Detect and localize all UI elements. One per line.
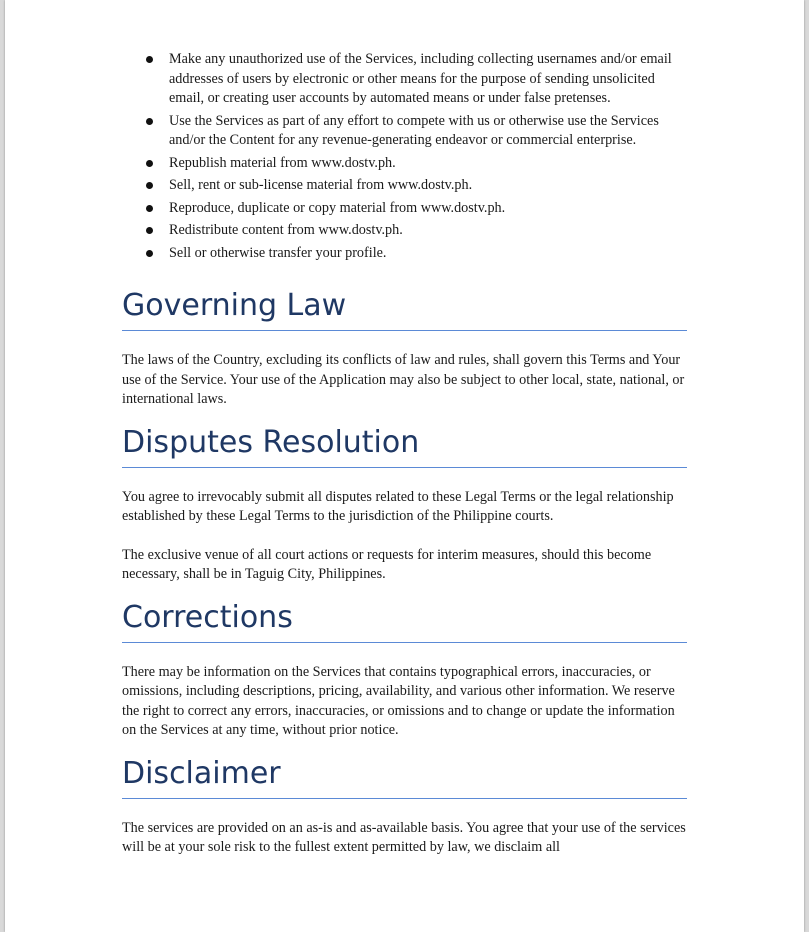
list-item-text: Republish material from www.dostv.ph. (169, 154, 396, 171)
bullet-icon (146, 160, 153, 167)
list-item (122, 112, 687, 151)
list-item-text: Sell, rent or sub-license material from www.dostv.ph. (169, 177, 473, 193)
section-heading-disclaimer: Disclaimer (122, 756, 687, 799)
list-item-text: Redistribute content from www.dostv.ph. (169, 222, 403, 238)
list-item (122, 221, 687, 241)
governing-law-paragraph: The laws of the Country, excluding its conflicts of law and rules, shall govern this Terms and Your use of the Service. Your use of the Application may also be subject to other local, state, national, or international laws. (122, 352, 685, 407)
page-content (122, 50, 687, 858)
bullet-icon (146, 118, 153, 125)
disclaimer-paragraph: The services are provided on an as-is and as-available basis. You agree that your use of the services will be at your sole risk to the fullest extent permitted by law, we disclaim all (122, 819, 686, 855)
bullet-icon (146, 56, 153, 63)
list-item (122, 50, 687, 109)
disputes-paragraph-1: You agree to irrevocably submit all disputes related to these Legal Terms or the legal relationship established by these Legal Terms to the jurisdiction of the Philippine courts. (122, 488, 674, 524)
section-heading-corrections: Corrections (122, 600, 687, 643)
bullet-icon (146, 250, 153, 257)
section-heading-governing-law: Governing Law (122, 288, 687, 331)
bullet-icon (146, 182, 153, 189)
document-page (5, 0, 804, 932)
disputes-paragraph-2: The exclusive venue of all court actions or requests for interim measures, should this become necessary, shall be in Taguig City, Philippines. (122, 546, 652, 582)
list-item-text: Reproduce, duplicate or copy material from www.dostv.ph. (169, 199, 506, 216)
list-item (122, 176, 687, 196)
list-item-text: Sell or otherwise transfer your profile. (169, 244, 387, 261)
prohibited-activities-list (122, 50, 687, 263)
bullet-icon (146, 205, 153, 212)
corrections-paragraph: There may be information on the Services that contains typographical errors, inaccuracies, or omissions, including descriptions, pricing, availability, and various other information. We reserve the right to correct any errors, inaccuracies, or omissions and to change or update the information on the Services at any time, without prior notice. (122, 663, 675, 738)
list-item (122, 199, 687, 219)
section-heading-disputes-resolution: Disputes Resolution (122, 425, 687, 468)
list-item-text: Make any unauthorized use of the Services, including collecting usernames and/or email addresses of users by electronic or other means for the purpose of sending unsolicited email, or creating user accounts by automated means or under false pretenses. (169, 51, 672, 106)
list-item (122, 154, 687, 174)
bullet-icon (146, 227, 153, 234)
list-item-text: Use the Services as part of any effort to compete with us or otherwise use the Services and/or the Content for any revenue-generating endeavor or commercial enterprise. (169, 112, 659, 148)
list-item (122, 244, 687, 264)
